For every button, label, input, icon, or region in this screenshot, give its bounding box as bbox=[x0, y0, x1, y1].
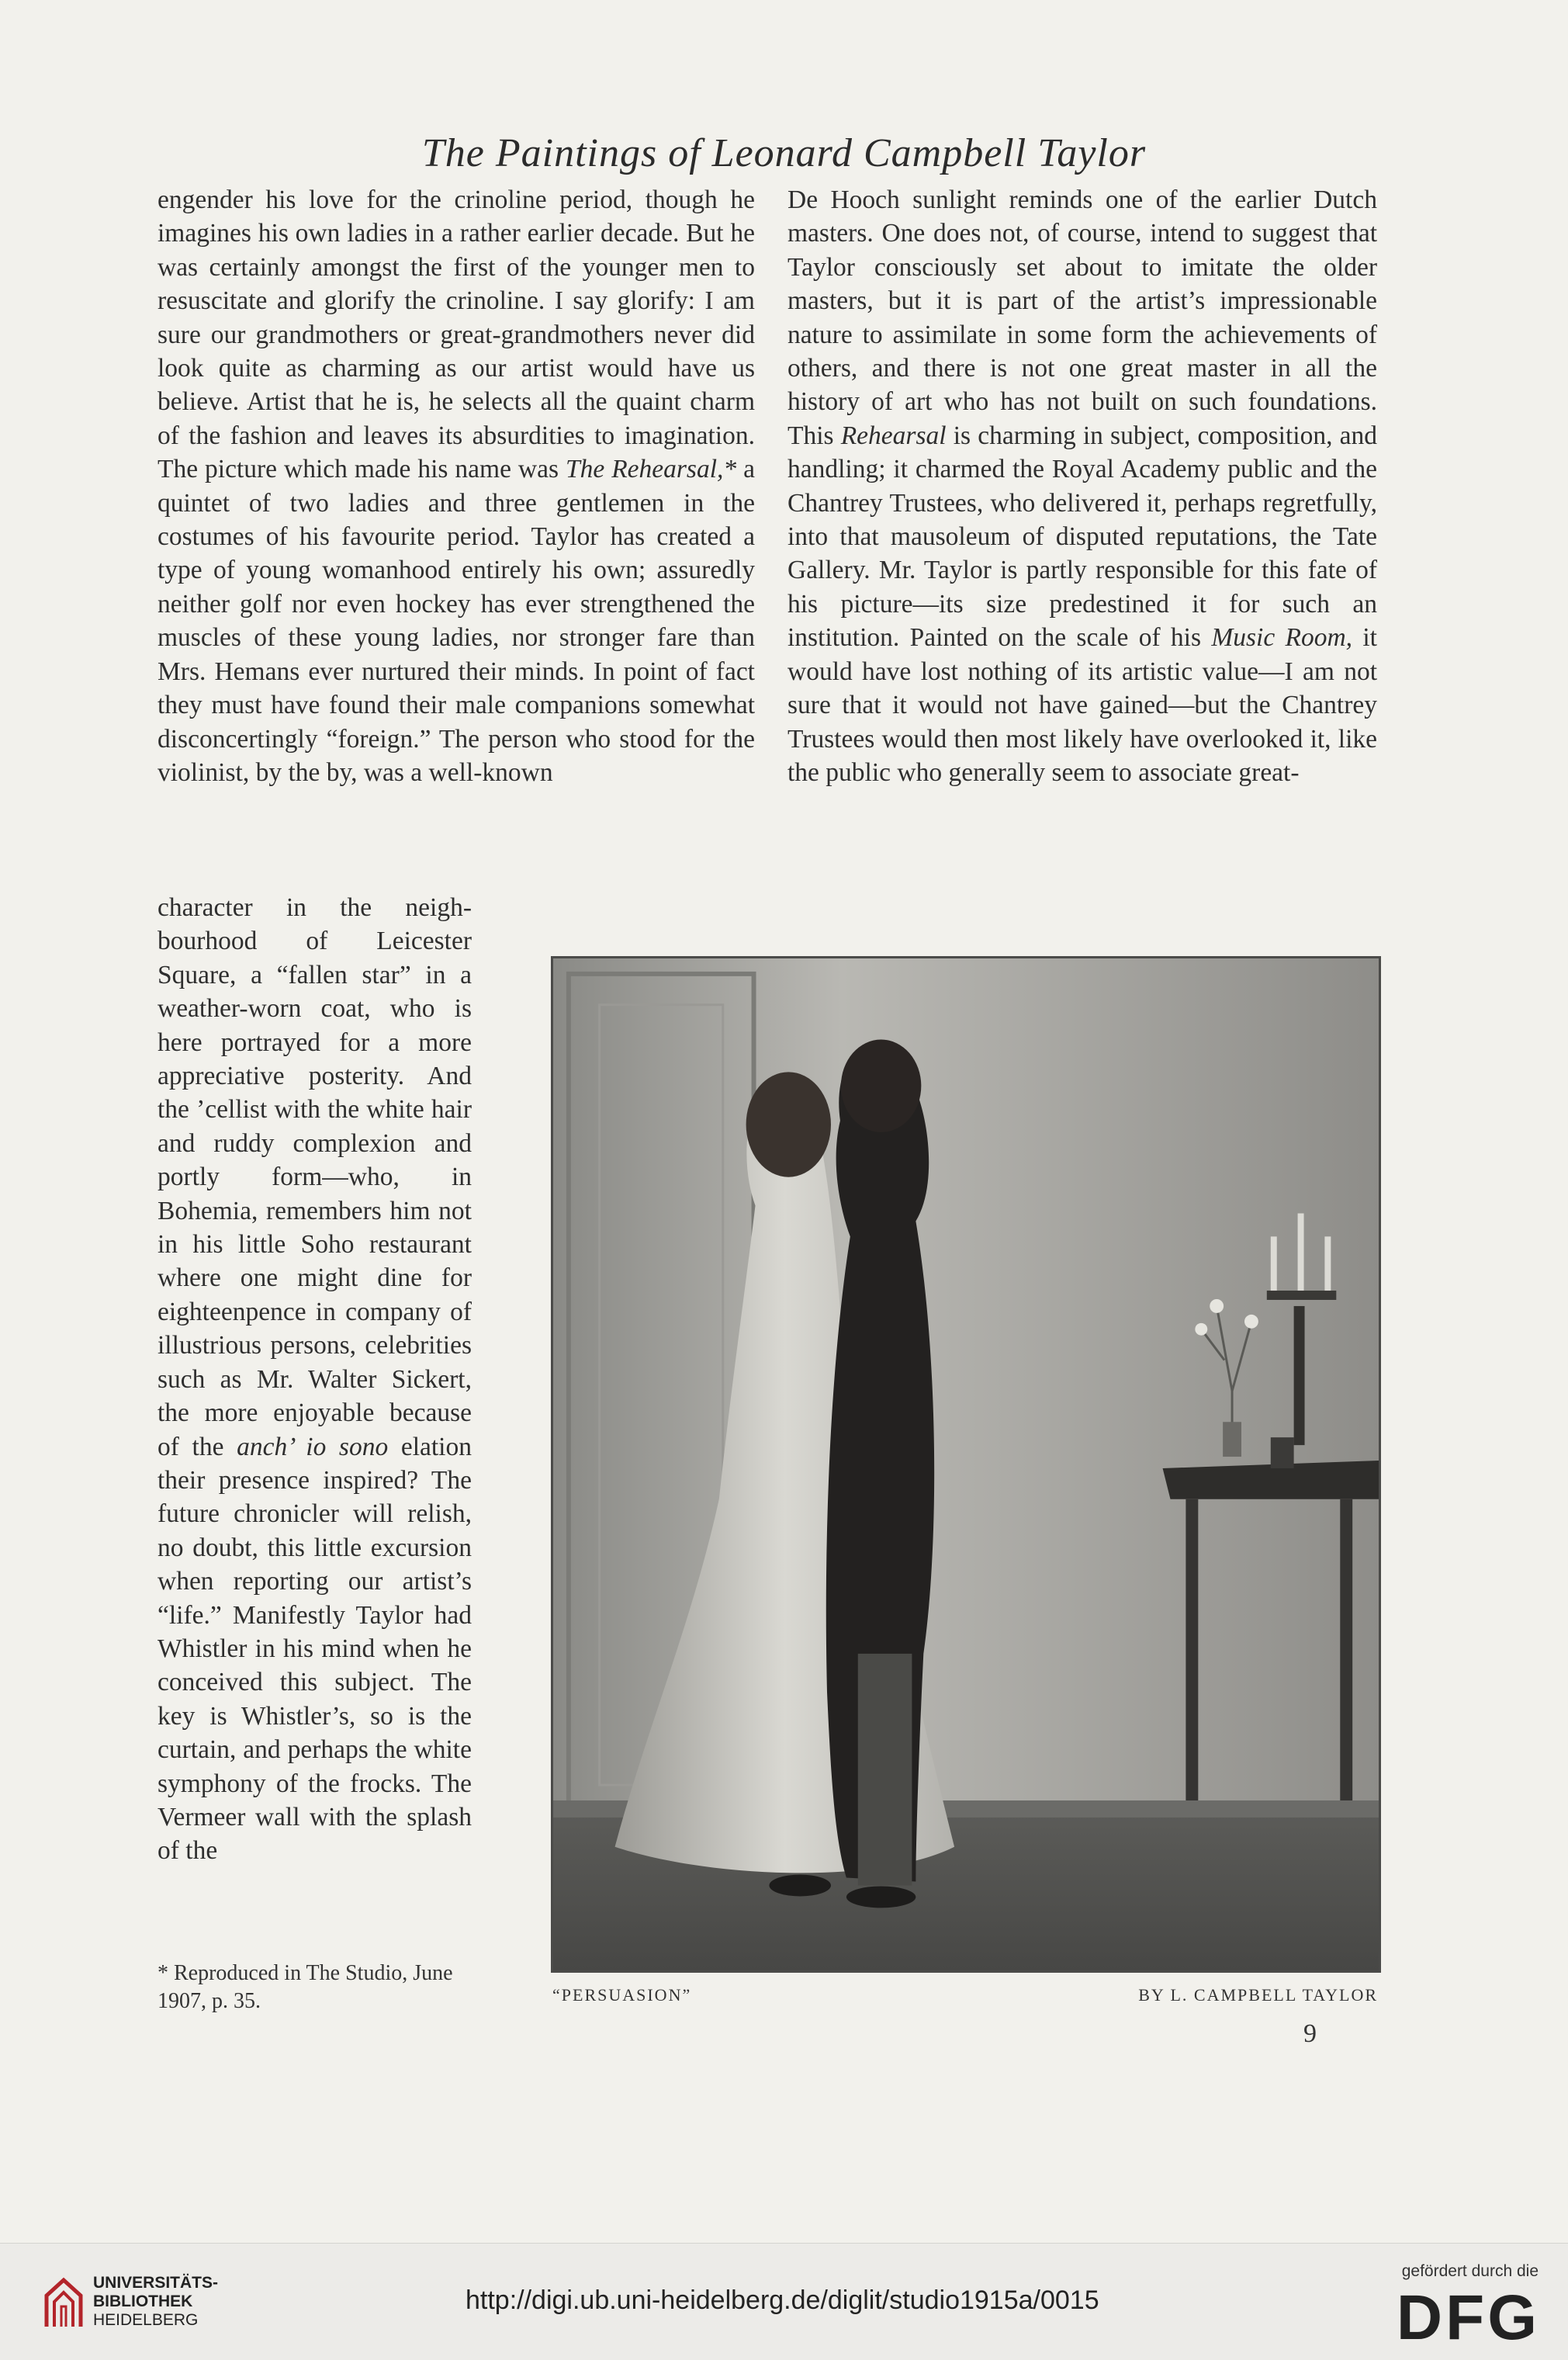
left-narrow-paragraph bbox=[157, 891, 472, 1868]
text-segment: engender his love for the crinoline period, though he imagines his own ladies in a rather earlier decade. But he was certainly amongst the first of the younger men to resuscitate and glorify the crinoline. I say glorify: I am sure our grandmothers or great-grandmothers never did look quite as charming as our artist would have us believe. Artist that he is, he selects all the quaint charm of the fashion and leaves its absurdities to imagination. The picture which made his name was bbox=[157, 185, 755, 484]
italic-title: Rehearsal bbox=[840, 421, 947, 450]
text-segment: a quintet of two ladies and three gentlemen in the costumes of his favourite period. Taylor has created a type of young womanhood entirely his own; assuredly neither golf nor even hockey has ever strengthened the muscles of these young ladies, nor stronger fare than Mrs. Hemans ever nurtured their minds. In point of fact they must have found their male companions somewhat disconcertingly “foreign.” The person who stood for the violinist, by the by, was a well-known bbox=[157, 455, 755, 787]
running-title: The Paintings of Leonard Campbell Taylor bbox=[421, 131, 1147, 175]
left-column-text bbox=[157, 183, 755, 789]
library-name-line3: HEIDELBERG bbox=[93, 2311, 199, 2329]
source-url-link[interactable]: http://digi.ub.uni-heidelberg.de/diglit/studio1915a/0015 bbox=[466, 2285, 1099, 2315]
page-number: 9 bbox=[1303, 2019, 1317, 2048]
text-segment: De Hooch sunlight reminds one of the earlier Dutch masters. One does not, of course, intend to suggest that Taylor consciously set about to imitate the older masters, but it is part of the artist’s impressionable nature to assimilate in some form the achievements of others, and there is not one great master in all the history of art who has not built on such foundations. This bbox=[787, 185, 1377, 450]
right-column-paragraph bbox=[787, 183, 1377, 789]
library-name-line1: UNIVERSITÄTS- bbox=[93, 2274, 219, 2292]
dfg-logo: DFG bbox=[1396, 2282, 1540, 2353]
library-name bbox=[93, 2274, 218, 2330]
university-library-logo-icon bbox=[40, 2272, 87, 2334]
italic-title: Music Room, bbox=[1211, 623, 1353, 653]
text-segment: is charming in subject, composition, and handling; it charmed the Royal Academy public and the Chantrey Trustees, who delivered it, perhaps regretfully, into that mausoleum of disputed reputations, the Tate Gallery. Mr. Taylor is partly responsible for this fate of his picture—its size predestined it for such an institution. Painted on the scale of his bbox=[787, 421, 1377, 653]
plate-caption-credit: BY L. CAMPBELL TAYLOR bbox=[1138, 1985, 1378, 2005]
italic-phrase: anch’ io sono bbox=[237, 1432, 389, 1461]
painting-plate bbox=[551, 956, 1381, 1973]
library-name-line2: BIBLIOTHEK bbox=[93, 2292, 193, 2310]
text-segment: character in the neighbourhood of Leicester Square, a “fallen star” in a weather-worn coat, who is here portrayed for a more appreciative posterity. And the ’cellist with the white hair and ruddy complexion and portly form—who, in Bohemia, remembers him not in his little Soho restaurant where one might dine for eighteenpence in company of illustrious persons, celebrities such as Mr. Walter Sickert, the more enjoyable because of the bbox=[157, 893, 472, 1461]
italic-title: The Rehearsal,* bbox=[565, 455, 737, 484]
footnote: * Reproduced in The Studio, June 1907, p. 35. bbox=[157, 1961, 453, 2013]
plate-caption-title: “PERSUASION” bbox=[552, 1985, 692, 2005]
funded-by-label: gefördert durch die bbox=[1401, 2262, 1539, 2280]
left-column-paragraph bbox=[157, 183, 755, 789]
text-segment: elation their presence inspired? The future chronicler will relish, no doubt, this little excursion when reporting our artist’s “life.” Manifestly Taylor had Whistler in his mind when he conceived this subject. The key is Whistler’s, so is the curtain, and perhaps the white symphony of the frocks. The Vermeer wall with the splash of the bbox=[157, 1432, 472, 1866]
text-segment: it would have lost nothing of its artistic value—I am not sure that it would not have gained—but the Chantrey Trustees would then most likely have overlooked it, like the public who generally seem to associate great- bbox=[787, 623, 1377, 787]
painting-image bbox=[553, 958, 1379, 1970]
left-narrow-column-text bbox=[157, 891, 472, 1868]
right-column-text bbox=[787, 183, 1377, 789]
